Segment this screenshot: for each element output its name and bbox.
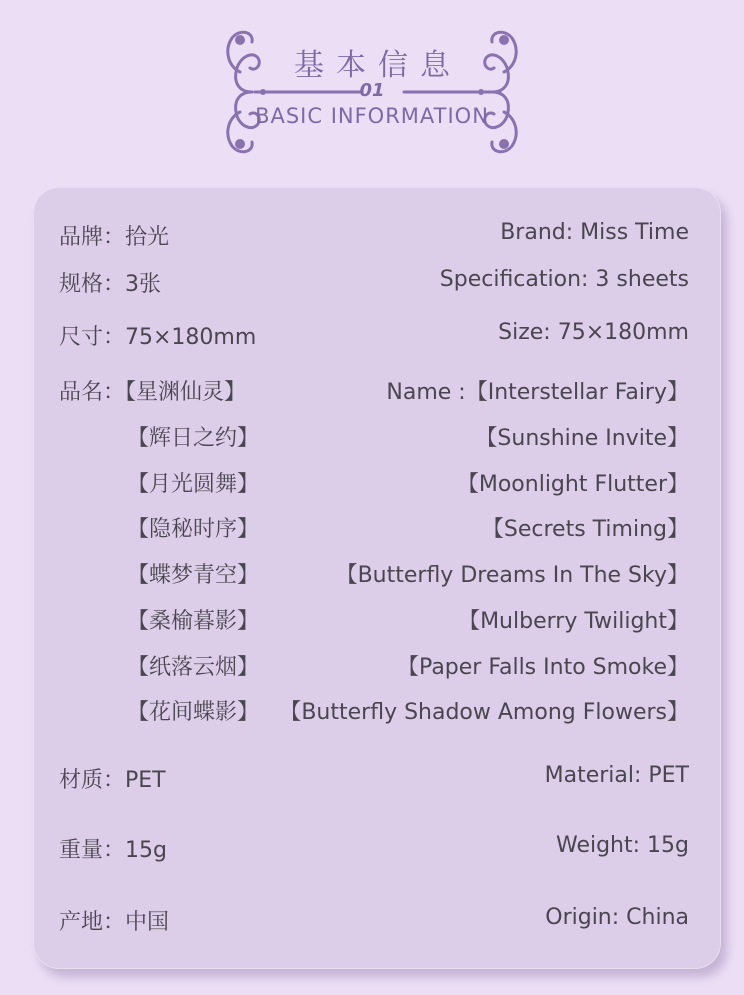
label-cn: 【辉日之约】 (127, 426, 260, 451)
label-cn: 【桑榆暮影】 (127, 609, 260, 634)
label-en: 【Sunshine Invite】 (475, 426, 689, 451)
label-en: Name :【Interstellar Fairy】 (386, 380, 689, 405)
info-row-spec (33, 267, 721, 307)
label-en: 【Butterfly Dreams In The Sky】 (335, 563, 689, 588)
label-en: Material: PET (544, 763, 689, 788)
section-number: 01 (359, 80, 385, 101)
section-header (0, 0, 744, 175)
label-en: 【Secrets Timing】 (481, 517, 689, 542)
label-en: Size: 75×180mm (498, 320, 689, 345)
label-en: 【Butterfly Shadow Among Flowers】 (279, 700, 689, 725)
info-row-name-item (33, 467, 721, 507)
section-title-en: BASIC INFORMATION (255, 104, 489, 128)
label-en: Brand: Miss Time (500, 220, 689, 245)
label-cn: 【月光圆舞】 (127, 472, 260, 497)
label-en: Origin: China (545, 905, 689, 930)
info-row-name-item (33, 558, 721, 598)
info-row-material (33, 763, 721, 803)
label-cn: 【蝶梦青空】 (127, 563, 260, 588)
label-cn: 【花间蝶影】 (127, 700, 260, 725)
info-row-name-item (33, 604, 721, 644)
info-row-name (33, 375, 721, 415)
label-cn: 品名：【星渊仙灵】 (59, 380, 247, 405)
label-en: 【Moonlight Flutter】 (456, 472, 689, 497)
info-row-name-item (33, 512, 721, 552)
label-cn: 尺寸：75×180mm (59, 325, 257, 350)
info-card (33, 187, 721, 969)
label-en: Weight: 15g (555, 833, 689, 858)
info-row-origin (33, 905, 721, 945)
info-row-weight (33, 833, 721, 873)
label-en: Specification: 3 sheets (439, 267, 689, 292)
info-row-size (33, 320, 721, 360)
info-row-brand (33, 220, 721, 260)
info-row-name-item (33, 421, 721, 461)
label-cn: 规格：3张 (59, 272, 161, 297)
label-cn: 【纸落云烟】 (127, 655, 260, 680)
info-row-name-item (33, 650, 721, 690)
section-title-cn: 基本信息 (294, 48, 462, 83)
label-cn: 材质：PET (59, 768, 166, 793)
label-en: 【Mulberry Twilight】 (458, 609, 689, 634)
label-cn: 产地：中国 (59, 910, 170, 935)
label-en: 【Paper Falls Into Smoke】 (397, 655, 689, 680)
label-cn: 品牌：拾光 (59, 225, 170, 250)
info-row-name-item (33, 695, 721, 735)
label-cn: 重量：15g (59, 838, 167, 863)
label-cn: 【隐秘时序】 (127, 517, 260, 542)
